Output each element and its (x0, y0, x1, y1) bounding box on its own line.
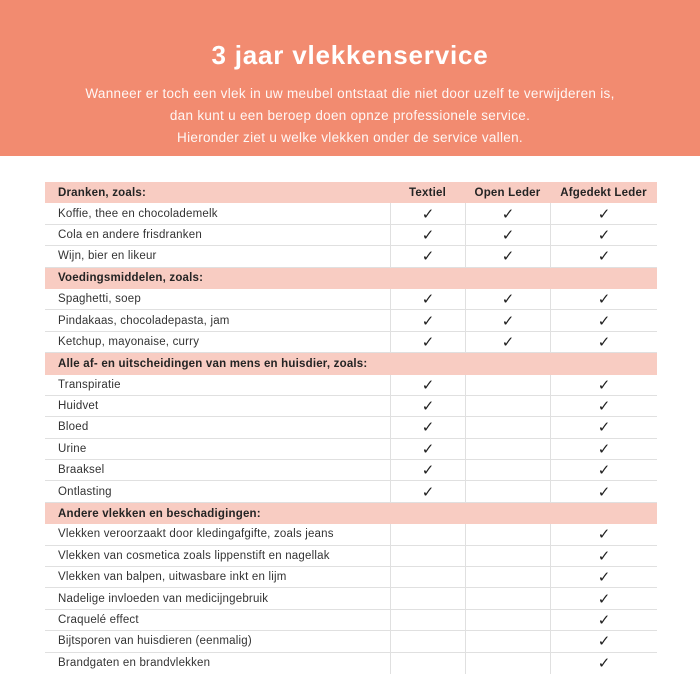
table-row (45, 610, 657, 631)
row-label: Huidvet (58, 400, 99, 413)
empty-cell (390, 567, 465, 587)
intro-line-2: dan kunt u een beroep doen opnze professionele service. (169, 108, 531, 123)
row-label: Bijtsporen van huisdieren (eenmalig) (58, 635, 252, 648)
check-icon: ✓ (390, 439, 465, 459)
empty-cell (390, 631, 465, 651)
check-icon: ✓ (550, 631, 657, 651)
row-label: Brandgaten en brandvlekken (58, 657, 211, 670)
row-label: Cola en andere frisdranken (58, 228, 202, 241)
row-label: Wijn, bier en likeur (58, 250, 157, 263)
section-header-row (45, 353, 657, 374)
check-icon: ✓ (465, 246, 550, 266)
row-label: Koffie, thee en chocolademelk (58, 207, 218, 220)
column-header-open-leder: Open Leder (474, 186, 541, 199)
hero-banner (0, 0, 700, 156)
check-icon: ✓ (550, 396, 657, 416)
table-row (45, 289, 657, 310)
check-icon: ✓ (390, 396, 465, 416)
check-icon: ✓ (390, 375, 465, 395)
check-icon: ✓ (550, 203, 657, 223)
table-row (45, 653, 657, 674)
row-label: Vlekken van cosmetica zoals lippenstift en nagellak (58, 549, 330, 562)
table-row (45, 439, 657, 460)
row-label: Bloed (58, 421, 89, 434)
intro-line-1: Wanneer er toch een vlek in uw meubel ontstaat die niet door uzelf te verwijderen is, (85, 86, 615, 101)
check-icon: ✓ (550, 610, 657, 630)
check-icon: ✓ (550, 246, 657, 266)
row-label: Transpiratie (58, 378, 121, 391)
table-row (45, 246, 657, 267)
table-row (45, 417, 657, 438)
table-row (45, 567, 657, 588)
row-label: Vlekken van balpen, uitwasbare inkt en lijm (58, 571, 287, 584)
empty-cell (390, 546, 465, 566)
table-row (45, 460, 657, 481)
check-icon: ✓ (390, 460, 465, 480)
table-row (45, 310, 657, 331)
section-header-row (45, 268, 657, 289)
check-icon: ✓ (390, 289, 465, 309)
check-icon: ✓ (390, 203, 465, 223)
check-icon: ✓ (390, 332, 465, 352)
check-icon: ✓ (550, 289, 657, 309)
empty-cell (465, 567, 550, 587)
empty-cell (390, 653, 465, 674)
empty-cell (390, 524, 465, 544)
table-row (45, 524, 657, 545)
check-icon: ✓ (550, 310, 657, 330)
check-icon: ✓ (550, 460, 657, 480)
empty-cell (465, 481, 550, 501)
empty-cell (465, 460, 550, 480)
check-icon: ✓ (550, 653, 657, 674)
check-icon: ✓ (550, 375, 657, 395)
row-label: Urine (58, 442, 87, 455)
row-label: Spaghetti, soep (58, 293, 141, 306)
section-title: Dranken, zoals: (58, 186, 146, 199)
check-icon: ✓ (390, 225, 465, 245)
check-icon: ✓ (465, 332, 550, 352)
empty-cell (465, 610, 550, 630)
empty-cell (465, 375, 550, 395)
section-title: Voedingsmiddelen, zoals: (58, 272, 204, 285)
row-label: Nadelige invloeden van medicijngebruik (58, 592, 269, 605)
table-row (45, 631, 657, 652)
table-row (45, 332, 657, 353)
intro-line-3: Hieronder ziet u welke vlekken onder de service vallen. (177, 130, 523, 145)
check-icon: ✓ (465, 203, 550, 223)
check-icon: ✓ (390, 310, 465, 330)
empty-cell (465, 588, 550, 608)
empty-cell (390, 610, 465, 630)
table-row (45, 546, 657, 567)
service-table (45, 182, 657, 674)
section-header-row (45, 503, 657, 524)
table-row (45, 396, 657, 417)
empty-cell (465, 439, 550, 459)
row-label: Craquelé effect (58, 614, 139, 626)
row-label: Pindakaas, chocoladepasta, jam (58, 314, 230, 327)
check-icon: ✓ (550, 588, 657, 608)
check-icon: ✓ (465, 225, 550, 245)
check-icon: ✓ (465, 310, 550, 330)
column-header-afgedekt-leder: Afgedekt Leder (560, 186, 647, 199)
row-label: Vlekken veroorzaakt door kledingafgifte, zoals jeans (58, 528, 334, 541)
check-icon: ✓ (550, 225, 657, 245)
check-icon: ✓ (390, 246, 465, 266)
row-label: Ketchup, mayonaise, curry (58, 335, 200, 348)
section-title: Andere vlekken en beschadigingen: (58, 507, 261, 520)
row-label: Ontlasting (58, 485, 112, 498)
check-icon: ✓ (390, 417, 465, 437)
section-header-row (45, 182, 657, 203)
empty-cell (465, 524, 550, 544)
empty-cell (465, 546, 550, 566)
table-row (45, 375, 657, 396)
check-icon: ✓ (550, 567, 657, 587)
table-row (45, 225, 657, 246)
intro-text (0, 83, 700, 149)
table-row (45, 481, 657, 502)
table-row (45, 588, 657, 609)
page-title: 3 jaar vlekkenservice (211, 40, 489, 70)
empty-cell (465, 417, 550, 437)
empty-cell (465, 653, 550, 674)
check-icon: ✓ (550, 332, 657, 352)
row-label: Braaksel (58, 464, 105, 477)
empty-cell (465, 631, 550, 651)
empty-cell (390, 588, 465, 608)
check-icon: ✓ (550, 417, 657, 437)
check-icon: ✓ (550, 524, 657, 544)
column-header-textiel: Textiel (409, 186, 446, 199)
table-row (45, 203, 657, 224)
check-icon: ✓ (390, 481, 465, 501)
check-icon: ✓ (550, 546, 657, 566)
check-icon: ✓ (465, 289, 550, 309)
check-icon: ✓ (550, 439, 657, 459)
section-title: Alle af- en uitscheidingen van mens en huisdier, zoals: (58, 357, 368, 370)
empty-cell (465, 396, 550, 416)
check-icon: ✓ (550, 481, 657, 501)
